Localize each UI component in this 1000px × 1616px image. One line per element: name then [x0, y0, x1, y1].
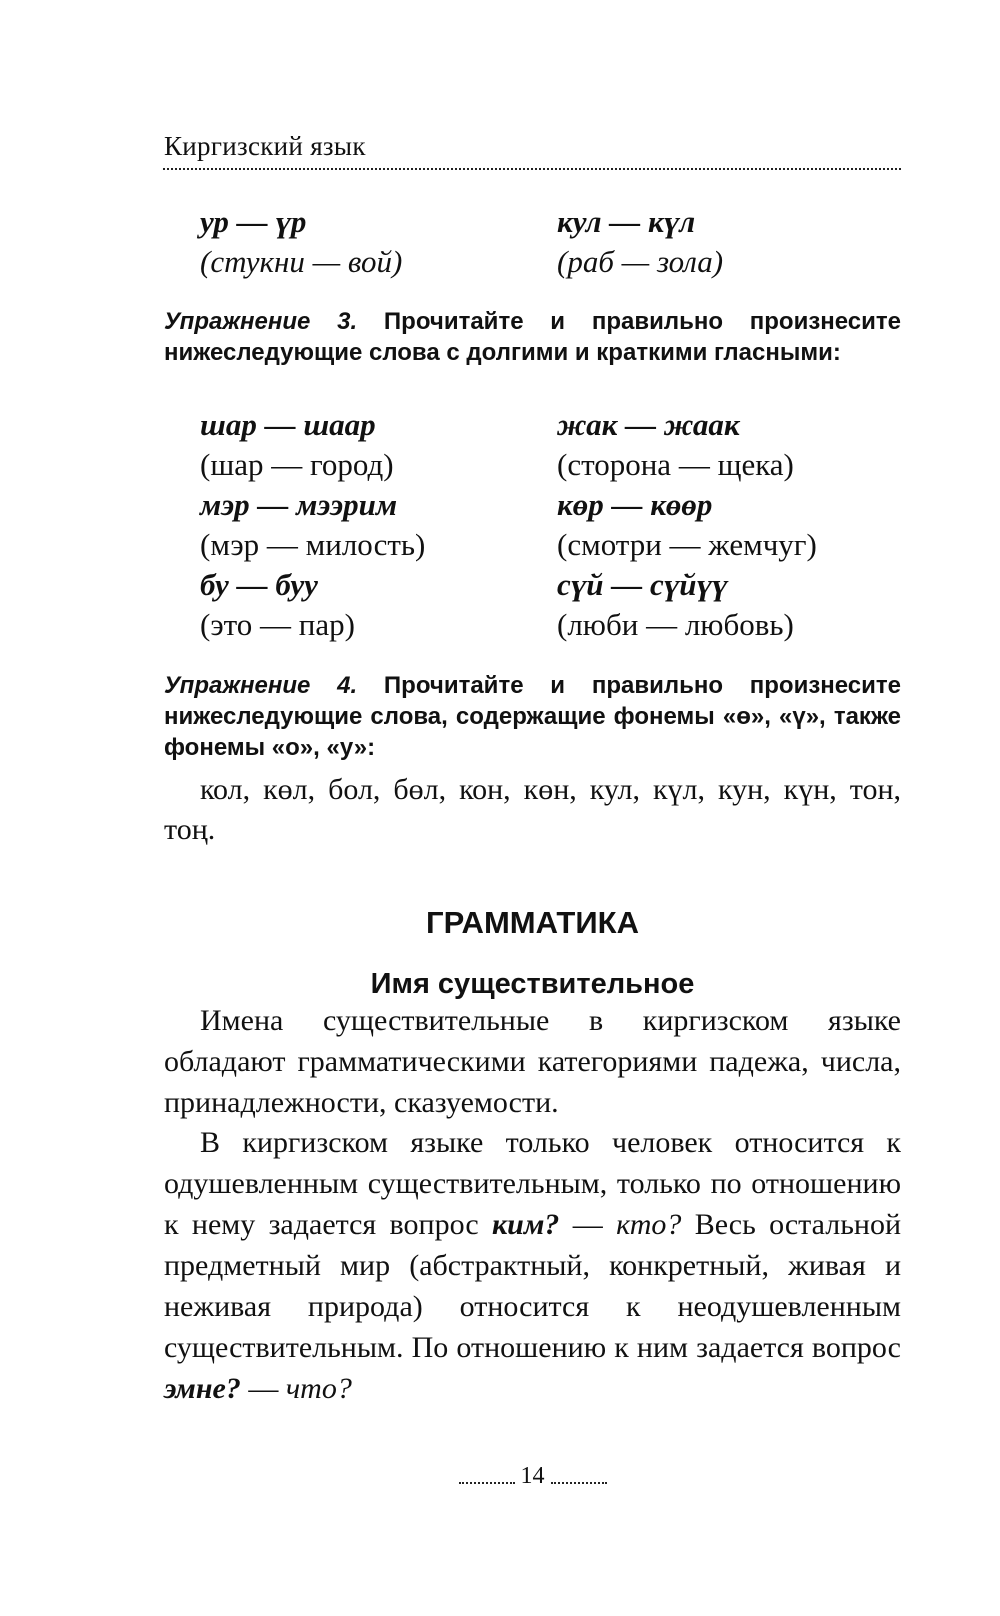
gloss-kto: кто?	[616, 1208, 682, 1241]
word-translation: (сторона — щека)	[557, 447, 794, 482]
paragraph-2-part-2: Весь остальной предметный мир (абстрактный, конкретный, живая и неживая природа) относится к неодушевленным существительным. По отношению к ним задается вопрос	[164, 1208, 901, 1364]
word-pair: бу — буу	[200, 567, 318, 602]
exercise-4-text: Прочитайте и правильно произнесите нижеследующие слова, содержащие фонемы «ө», «ү», также фонемы «о», «у»:	[164, 672, 902, 761]
footer-dots-left	[459, 1482, 515, 1484]
word-translation: (раб — зола)	[557, 244, 724, 279]
term-kim: ким?	[491, 1208, 560, 1241]
word-pair: көр — көөр	[557, 487, 713, 522]
word-pair: сүй — сүйүү	[557, 567, 728, 602]
exercise-4-label: Упражнение 4.	[164, 672, 358, 699]
exercise-3-text: Прочитайте и правильно произнесите нижеследующие слова с долгими и краткими гласными:	[164, 308, 902, 366]
paragraph-2	[164, 1122, 901, 1409]
exercise-3-instructions	[164, 306, 901, 368]
page-number: 14	[520, 1463, 545, 1489]
word-translation: (люби — любовь)	[557, 607, 794, 642]
paragraph-1: Имена существительные в киргизском языке обладают грамматическими категориями падежа, числа, принадлежности, сказуемости.	[164, 1004, 901, 1119]
word-translation: (стукни — вой)	[200, 244, 403, 279]
paragraph-2-part-1: В киргизском языке только человек относится к одушевленным существительным, только по отношению к нему задается вопрос	[164, 1126, 901, 1241]
running-title: Киргизский язык	[164, 131, 366, 161]
word-translation: (смотри — жемчуг)	[557, 527, 817, 562]
exercise-3-label: Упражнение 3.	[164, 308, 358, 335]
term-emne: эмне?	[164, 1372, 241, 1405]
page-footer	[0, 1463, 1000, 1490]
word-pair: кул — күл	[557, 204, 696, 239]
word-translation: (это — пар)	[200, 607, 355, 642]
word-translation: (мэр — милость)	[200, 527, 426, 562]
section-title: ГРАММАТИКА	[426, 905, 639, 940]
dash: —	[572, 1208, 603, 1241]
word-pair: шар — шаар	[200, 407, 376, 442]
exercise-4-instructions	[164, 670, 901, 763]
word-pair: мэр — мээрим	[200, 487, 398, 522]
footer-dots-right	[551, 1482, 607, 1484]
gloss-chto: что?	[285, 1372, 352, 1405]
header-divider	[163, 168, 901, 170]
dash: —	[248, 1372, 279, 1405]
word-translation: (шар — город)	[200, 447, 394, 482]
exercise-4-words: кол, көл, бол, бөл, кон, көн, кул, күл, кун, күн, тон, тоң.	[164, 773, 901, 846]
subsection-title: Имя существительное	[370, 968, 695, 1000]
word-pair: ур — үр	[200, 204, 307, 239]
word-pair: жак — жаак	[557, 407, 740, 442]
